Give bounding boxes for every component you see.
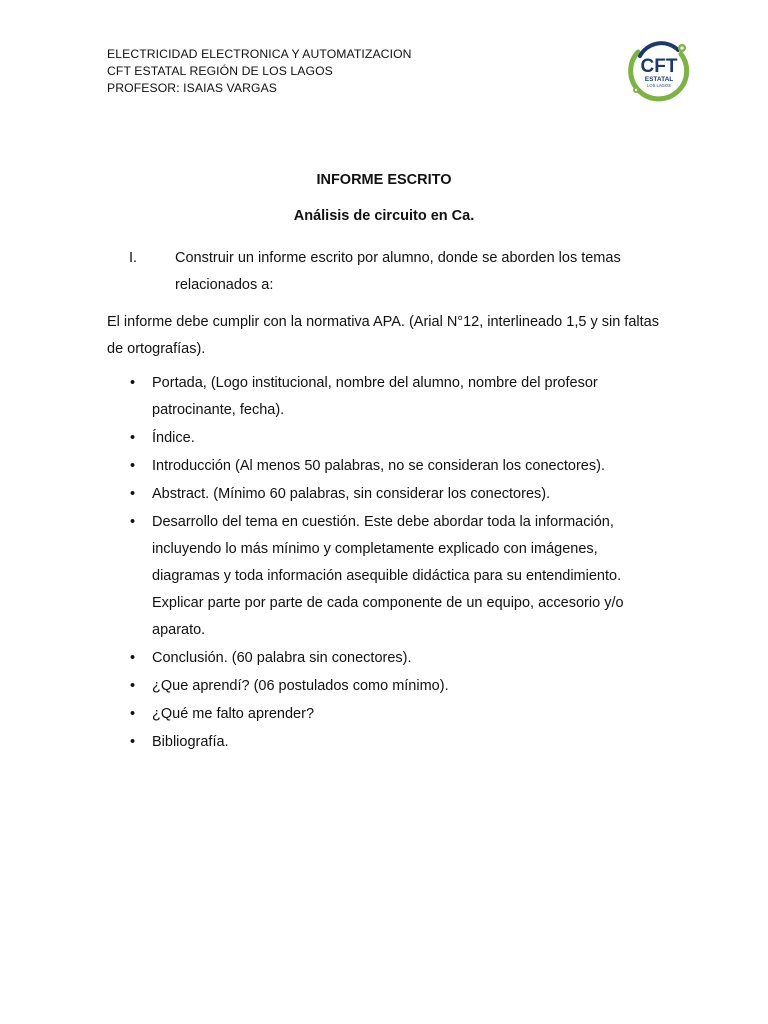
cft-logo <box>626 34 692 106</box>
bullet-icon: • <box>130 486 136 502</box>
numbered-item-number: I. <box>129 250 138 266</box>
header-line-program: ELECTRICIDAD ELECTRONICA Y AUTOMATIZACION <box>107 47 412 61</box>
list-item: • Bibliografía. <box>129 729 669 756</box>
list-item: • ¿Que aprendí? (06 postulados como mínimo). <box>129 673 669 700</box>
list-item: • Índice. <box>129 425 669 452</box>
list-item: • ¿Qué me falto aprender? <box>129 701 669 728</box>
bullet-icon: • <box>130 458 136 474</box>
document-subtitle: Análisis de circuito en Ca. <box>293 208 475 224</box>
bullet-icon: • <box>130 734 136 750</box>
bullet-icon: • <box>130 706 136 722</box>
list-item: • Portada, (Logo institucional, nombre del alumno, nombre del profesor patrocinante, fecha). <box>129 370 669 424</box>
numbered-item-text: Construir un informe escrito por alumno, donde se aborden los temas relacionados a: <box>175 250 621 293</box>
bullet-icon: • <box>130 650 136 666</box>
logo-text-los-lagos: LOS LAGOS <box>647 83 671 88</box>
logo-text-cft: CFT <box>640 56 678 77</box>
list-item: • Desarrollo del tema en cuestión. Este debe abordar toda la información, incluyendo lo más mínimo y completamente explicado con imágenes, diagramas y toda información asequible didáctica para su entendimiento. Explicar parte por parte de cada componente de un equipo, accesorio y/o aparato. <box>129 509 669 644</box>
list-item: • Conclusión. (60 palabra sin conectores). <box>129 645 669 672</box>
document-header <box>107 46 412 97</box>
bullet-icon: • <box>130 678 136 694</box>
list-item: • Abstract. (Mínimo 60 palabras, sin considerar los conectores). <box>129 481 669 508</box>
document-title: INFORME ESCRITO <box>316 172 452 188</box>
bullet-icon: • <box>130 430 136 446</box>
bullet-icon: • <box>130 375 136 391</box>
bullet-list <box>129 370 669 757</box>
bullet-icon: • <box>130 514 136 530</box>
requirements-paragraph: El informe debe cumplir con la normativa APA. (Arial N°12, interlineado 1,5 y sin faltas de ortografías). <box>107 314 659 357</box>
header-line-institution: CFT ESTATAL REGIÓN DE LOS LAGOS <box>107 64 333 78</box>
list-item: • Introducción (Al menos 50 palabras, no se consideran los conectores). <box>129 453 669 480</box>
header-line-professor: PROFESOR: ISAIAS VARGAS <box>107 81 278 95</box>
logo-text-estatal: ESTATAL <box>644 76 674 83</box>
